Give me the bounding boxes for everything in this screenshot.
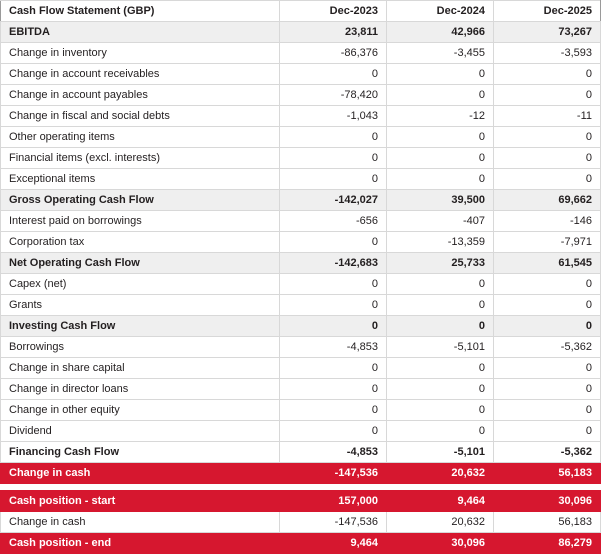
row-value: -1,043	[280, 106, 387, 127]
row-value: 0	[387, 169, 494, 190]
row-value: 0	[387, 316, 494, 337]
row-value: 0	[494, 274, 601, 295]
row-label: Change in inventory	[1, 43, 280, 64]
row-value: 0	[280, 358, 387, 379]
table-row	[1, 232, 601, 253]
row-value: 0	[494, 169, 601, 190]
table-row	[1, 533, 601, 554]
row-label: Capex (net)	[1, 274, 280, 295]
row-label: Change in cash	[1, 512, 280, 533]
row-value: -3,455	[387, 43, 494, 64]
table-row	[1, 379, 601, 400]
column-header-dec-2024: Dec-2024	[387, 1, 494, 22]
table-row	[1, 463, 601, 484]
table-row	[1, 148, 601, 169]
row-label: Financial items (excl. interests)	[1, 148, 280, 169]
row-value: -13,359	[387, 232, 494, 253]
row-label: Borrowings	[1, 337, 280, 358]
row-value: -12	[387, 106, 494, 127]
row-label: Interest paid on borrowings	[1, 211, 280, 232]
row-value: 30,096	[494, 491, 601, 512]
row-label: Change in fiscal and social debts	[1, 106, 280, 127]
table-row	[1, 253, 601, 274]
row-label: Change in other equity	[1, 400, 280, 421]
row-value: 0	[387, 295, 494, 316]
row-value: 0	[387, 148, 494, 169]
row-label: Change in account receivables	[1, 64, 280, 85]
row-label: EBITDA	[1, 22, 280, 43]
table-row	[1, 512, 601, 533]
row-value: 56,183	[494, 463, 601, 484]
row-value: 9,464	[280, 533, 387, 554]
row-label: Exceptional items	[1, 169, 280, 190]
row-value: 61,545	[494, 253, 601, 274]
row-value: 0	[387, 64, 494, 85]
row-value: 0	[280, 274, 387, 295]
row-value: 0	[494, 148, 601, 169]
row-value: -5,362	[494, 337, 601, 358]
row-value: 0	[280, 400, 387, 421]
row-value: -5,362	[494, 442, 601, 463]
row-value: 86,279	[494, 533, 601, 554]
row-value: -78,420	[280, 85, 387, 106]
column-header-dec-2025: Dec-2025	[494, 1, 601, 22]
row-value: 0	[494, 379, 601, 400]
row-value: -142,683	[280, 253, 387, 274]
row-value: 0	[494, 295, 601, 316]
row-value: -3,593	[494, 43, 601, 64]
row-value: 0	[280, 379, 387, 400]
row-value: 0	[494, 421, 601, 442]
row-value: -4,853	[280, 442, 387, 463]
row-label: Investing Cash Flow	[1, 316, 280, 337]
row-value: 0	[280, 148, 387, 169]
row-value: 0	[494, 316, 601, 337]
table-row	[1, 43, 601, 64]
row-value: 0	[387, 400, 494, 421]
table-row	[1, 316, 601, 337]
row-value: 0	[494, 358, 601, 379]
row-value: -146	[494, 211, 601, 232]
table-row	[1, 295, 601, 316]
row-value: 20,632	[387, 463, 494, 484]
table-row	[1, 400, 601, 421]
row-value: -656	[280, 211, 387, 232]
row-value: -7,971	[494, 232, 601, 253]
row-value: 0	[280, 295, 387, 316]
table-row	[1, 106, 601, 127]
row-label: Grants	[1, 295, 280, 316]
row-value: 0	[387, 379, 494, 400]
row-label: Dividend	[1, 421, 280, 442]
row-value: 0	[280, 421, 387, 442]
row-label: Other operating items	[1, 127, 280, 148]
table-row	[1, 337, 601, 358]
table-row	[1, 421, 601, 442]
table-body	[1, 22, 601, 554]
table-row	[1, 442, 601, 463]
table-row	[1, 190, 601, 211]
row-value: 0	[280, 232, 387, 253]
row-value: -4,853	[280, 337, 387, 358]
table-row	[1, 127, 601, 148]
row-value: 0	[280, 316, 387, 337]
row-value: -142,027	[280, 190, 387, 211]
header-row	[1, 1, 601, 22]
table-row	[1, 85, 601, 106]
table-row	[1, 274, 601, 295]
row-value: 0	[494, 85, 601, 106]
row-value: 0	[494, 64, 601, 85]
row-label: Cash position - start	[1, 491, 280, 512]
table-spacer-row	[1, 484, 601, 491]
row-value: -5,101	[387, 337, 494, 358]
row-value: -147,536	[280, 463, 387, 484]
row-value: -147,536	[280, 512, 387, 533]
row-label: Cash position - end	[1, 533, 280, 554]
row-value: 157,000	[280, 491, 387, 512]
row-label: Change in cash	[1, 463, 280, 484]
row-label: Change in account payables	[1, 85, 280, 106]
row-value: 20,632	[387, 512, 494, 533]
row-label: Change in share capital	[1, 358, 280, 379]
row-value: 0	[387, 421, 494, 442]
row-value: 69,662	[494, 190, 601, 211]
row-value: 73,267	[494, 22, 601, 43]
row-value: -11	[494, 106, 601, 127]
row-value: 23,811	[280, 22, 387, 43]
table-header	[1, 1, 601, 22]
row-label: Change in director loans	[1, 379, 280, 400]
table-row	[1, 211, 601, 232]
row-value: 30,096	[387, 533, 494, 554]
table-row	[1, 491, 601, 512]
spacer-cell	[1, 484, 601, 491]
row-label: Gross Operating Cash Flow	[1, 190, 280, 211]
table-row	[1, 358, 601, 379]
row-value: 0	[387, 358, 494, 379]
row-label: Corporation tax	[1, 232, 280, 253]
row-value: 0	[387, 274, 494, 295]
row-value: 0	[387, 85, 494, 106]
row-value: 56,183	[494, 512, 601, 533]
row-value: -407	[387, 211, 494, 232]
row-value: 39,500	[387, 190, 494, 211]
table-row	[1, 169, 601, 190]
row-value: 0	[280, 64, 387, 85]
row-value: 0	[494, 400, 601, 421]
table-row	[1, 22, 601, 43]
row-value: 0	[494, 127, 601, 148]
row-value: 0	[280, 169, 387, 190]
table-row	[1, 64, 601, 85]
row-label: Net Operating Cash Flow	[1, 253, 280, 274]
column-header-label: Cash Flow Statement (GBP)	[1, 1, 280, 22]
row-label: Financing Cash Flow	[1, 442, 280, 463]
row-value: 42,966	[387, 22, 494, 43]
row-value: 0	[387, 127, 494, 148]
row-value: -5,101	[387, 442, 494, 463]
row-value: 0	[280, 127, 387, 148]
row-value: 25,733	[387, 253, 494, 274]
column-header-dec-2023: Dec-2023	[280, 1, 387, 22]
row-value: 9,464	[387, 491, 494, 512]
row-value: -86,376	[280, 43, 387, 64]
